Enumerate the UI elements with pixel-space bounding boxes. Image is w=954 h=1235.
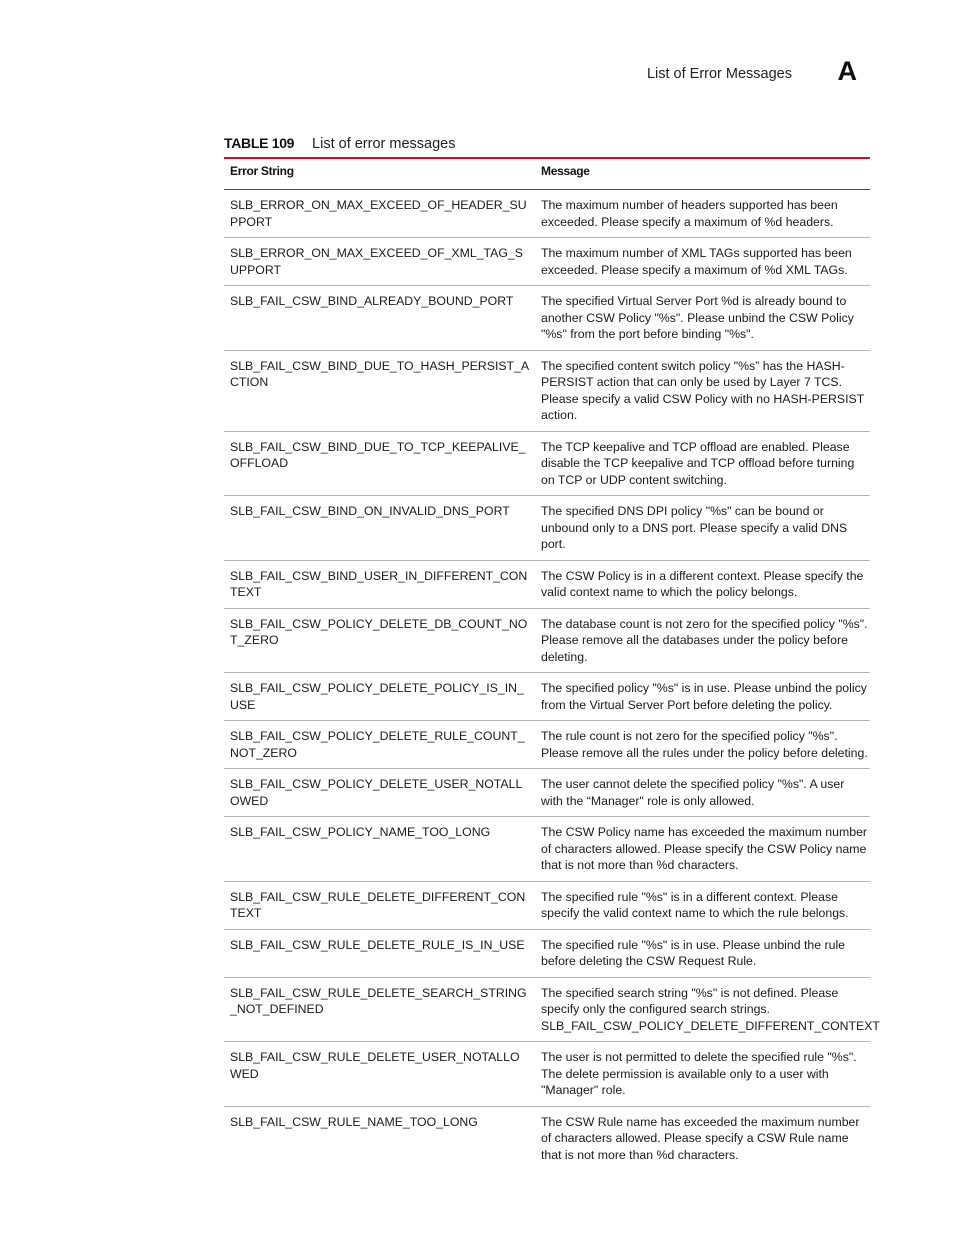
message-cell: The specified search string "%s" is not defined. Please specify only the configured search strings. SLB_FAIL_CSW_POLICY_DELETE_DIFFERENT_CONTEXT	[535, 977, 870, 1042]
table-row	[224, 817, 870, 882]
message-cell: The CSW Policy is in a different context. Please specify the valid context name to which the policy belongs.	[535, 560, 870, 608]
message-cell: The specified DNS DPI policy "%s" can be bound or unbound only to a DNS port. Please specify a valid DNS port.	[535, 496, 870, 561]
table-row	[224, 238, 870, 286]
message-cell: The TCP keepalive and TCP offload are enabled. Please disable the TCP keepalive and TCP offload before turning on TCP or UDP content switching.	[535, 431, 870, 496]
table-title: List of error messages	[312, 136, 456, 152]
error-string-cell: SLB_FAIL_CSW_RULE_DELETE_SEARCH_STRING_NOT_DEFINED	[224, 977, 535, 1042]
table-row	[224, 350, 870, 431]
column-header-error-string: Error String	[224, 158, 535, 190]
error-string-cell: SLB_FAIL_CSW_BIND_USER_IN_DIFFERENT_CONTEXT	[224, 560, 535, 608]
message-cell: The user cannot delete the specified policy "%s". A user with the “Manager" role is only allowed.	[535, 769, 870, 817]
table-row	[224, 608, 870, 673]
error-string-cell: SLB_FAIL_CSW_BIND_ALREADY_BOUND_PORT	[224, 286, 535, 351]
error-table-container	[224, 157, 880, 1170]
error-string-cell: SLB_FAIL_CSW_POLICY_DELETE_USER_NOTALLOWED	[224, 769, 535, 817]
error-string-cell: SLB_ERROR_ON_MAX_EXCEED_OF_XML_TAG_SUPPORT	[224, 238, 535, 286]
message-cell: The maximum number of XML TAGs supported has been exceeded. Please specify a maximum of %d XML TAGs.	[535, 238, 870, 286]
table-row	[224, 769, 870, 817]
message-cell: The maximum number of headers supported has been exceeded. Please specify a maximum of %d headers.	[535, 190, 870, 238]
table-row	[224, 286, 870, 351]
message-cell: The CSW Policy name has exceeded the maximum number of characters allowed. Please specify the CSW Policy name that is not more than %d characters.	[535, 817, 870, 882]
table-row	[224, 1106, 870, 1170]
message-cell: The specified content switch policy "%s” has the HASH-PERSIST action that can only be used by Layer 7 TCS. Please specify a valid CSW Policy with no HASH-PERSIST action.	[535, 350, 870, 431]
section-title: List of Error Messages	[646, 66, 792, 82]
table-row	[224, 496, 870, 561]
message-cell: The specified Virtual Server Port %d is already bound to another CSW Policy "%s". Please unbind the CSW Policy "%s" from the port before binding "%s".	[535, 286, 870, 351]
message-cell: The CSW Rule name has exceeded the maximum number of characters allowed. Please specify a CSW Rule name that is not more than %d characters.	[541, 1114, 860, 1162]
column-header-message: Message	[535, 158, 870, 190]
error-string-cell: SLB_FAIL_CSW_RULE_DELETE_USER_NOTALLOWED	[224, 1042, 535, 1107]
error-string-cell: SLB_FAIL_CSW_POLICY_DELETE_DB_COUNT_NOT_ZERO	[224, 608, 535, 673]
table-row	[224, 190, 870, 238]
table-row	[224, 1042, 870, 1107]
table-row	[224, 431, 870, 496]
message-cell: The specified rule "%s" is in a different context. Please specify the valid context name to which the rule belongs.	[535, 881, 870, 929]
table-row	[224, 977, 870, 1042]
table-header-row	[224, 158, 870, 190]
table-row	[224, 721, 870, 769]
error-string-cell: SLB_FAIL_CSW_BIND_ON_INVALID_DNS_PORT	[224, 496, 535, 561]
message-cell: The rule count is not zero for the specified policy "%s". Please remove all the rules under the policy before deleting.	[535, 721, 870, 769]
error-string-cell: SLB_FAIL_CSW_RULE_DELETE_DIFFERENT_CONTEXT	[224, 881, 535, 929]
message-cell: The user is not permitted to delete the specified rule "%s". The delete permission is available only to a user with "Manager" role.	[535, 1042, 870, 1107]
message-cell: The specified policy "%s" is in use. Please unbind the policy from the Virtual Server Port before deleting the policy.	[535, 673, 870, 721]
error-string-cell: SLB_FAIL_CSW_RULE_DELETE_RULE_IS_IN_USE	[224, 929, 535, 977]
error-string-cell: SLB_FAIL_CSW_BIND_DUE_TO_HASH_PERSIST_ACTION	[224, 350, 535, 431]
running-header	[560, 56, 860, 88]
table-row	[224, 673, 870, 721]
error-string-cell: SLB_FAIL_CSW_POLICY_DELETE_RULE_COUNT_NOT_ZERO	[224, 721, 535, 769]
message-cell: The database count is not zero for the specified policy "%s". Please remove all the databases under the policy before deleting.	[535, 608, 870, 673]
table-row	[224, 929, 870, 977]
error-string-cell: SLB_FAIL_CSW_POLICY_DELETE_POLICY_IS_IN_USE	[224, 673, 535, 721]
message-cell: The specified rule "%s" is in use. Please unbind the rule before deleting the CSW Request Rule.	[535, 929, 870, 977]
table-row	[224, 881, 870, 929]
error-string-cell: SLB_FAIL_CSW_BIND_DUE_TO_TCP_KEEPALIVE_OFFLOAD	[224, 431, 535, 496]
error-string-cell: SLB_FAIL_CSW_RULE_NAME_TOO_LONG	[230, 1114, 478, 1129]
error-string-cell: SLB_ERROR_ON_MAX_EXCEED_OF_HEADER_SUPPORT	[224, 190, 535, 238]
table-body	[224, 190, 880, 1171]
table-caption	[224, 135, 870, 152]
table-row	[224, 560, 870, 608]
table-number: TABLE 109	[224, 135, 295, 151]
error-string-cell: SLB_FAIL_CSW_POLICY_NAME_TOO_LONG	[224, 817, 535, 882]
error-messages-table	[224, 157, 880, 1170]
appendix-letter: A	[837, 56, 857, 86]
